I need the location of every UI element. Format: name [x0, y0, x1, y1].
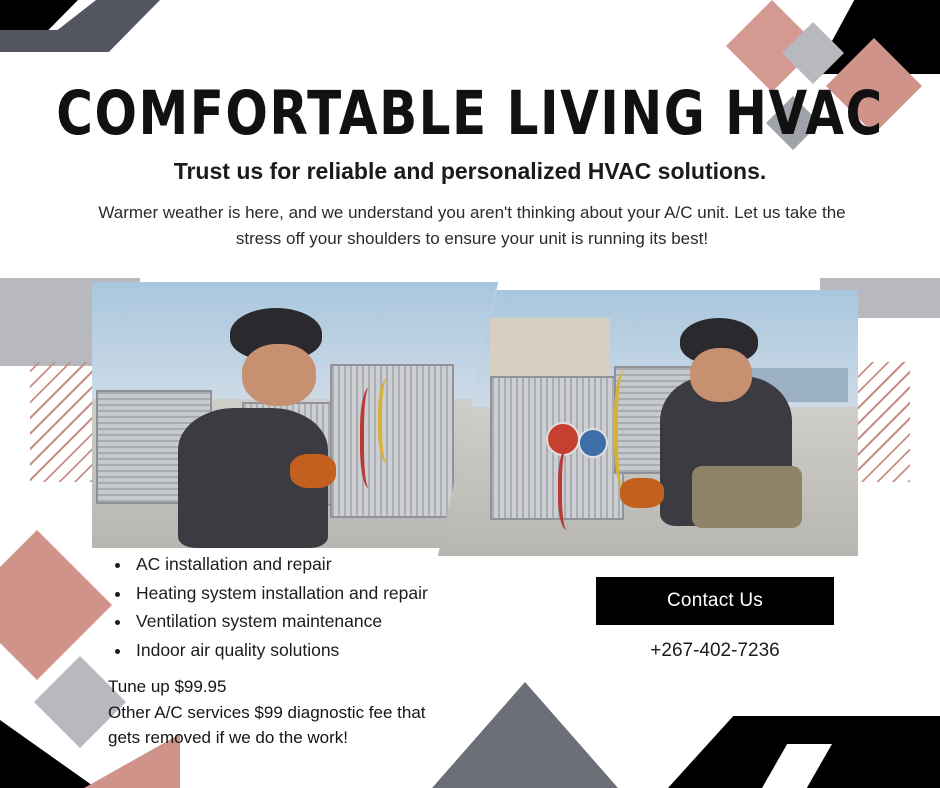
bottom-left-rose-diamond [0, 530, 112, 680]
intro-paragraph: Warmer weather is here, and we understand you aren't thinking about your A/C unit. Let us take the stress off your shoulders to ensure your unit is running its best! [98, 203, 846, 249]
technician-condenser-photo [92, 282, 498, 548]
phone-number[interactable]: +267-402-7236 [650, 640, 780, 661]
technician-shorts-right [692, 466, 802, 528]
yellow-hose-right [614, 370, 640, 490]
technician-face-left [242, 344, 316, 406]
list-item: • Indoor air quality solutions [132, 636, 428, 665]
page-title: COMFORTABLE LIVING HVAC [56, 78, 884, 149]
list-item: • Ventilation system maintenance [132, 607, 428, 636]
subheadline: Trust us for reliable and personalized HVAC solutions. [173, 158, 767, 184]
pricing-line-3: gets removed if we do the work! [108, 728, 349, 747]
technician-glove-left [290, 454, 336, 488]
red-hose-right [558, 448, 580, 530]
parapet-wall [490, 318, 610, 382]
contact-us-button[interactable]: Contact Us [596, 577, 834, 625]
technician-face-right [690, 348, 752, 402]
pricing-line-2: Other A/C services $99 diagnostic fee that [108, 702, 426, 722]
pricing-block [108, 674, 528, 751]
photo-row [92, 282, 858, 548]
list-item: • Heating system installation and repair [132, 579, 428, 608]
red-hose-left [360, 388, 382, 488]
technician-gauges-photo [438, 290, 858, 556]
left-hatch-decoration [30, 362, 92, 482]
technician-glove-right [620, 478, 664, 508]
pricing-line-1: Tune up $99.95 [108, 677, 227, 696]
services-list [104, 550, 428, 665]
list-item: • AC installation and repair [132, 550, 428, 579]
blue-gauge [578, 428, 608, 458]
